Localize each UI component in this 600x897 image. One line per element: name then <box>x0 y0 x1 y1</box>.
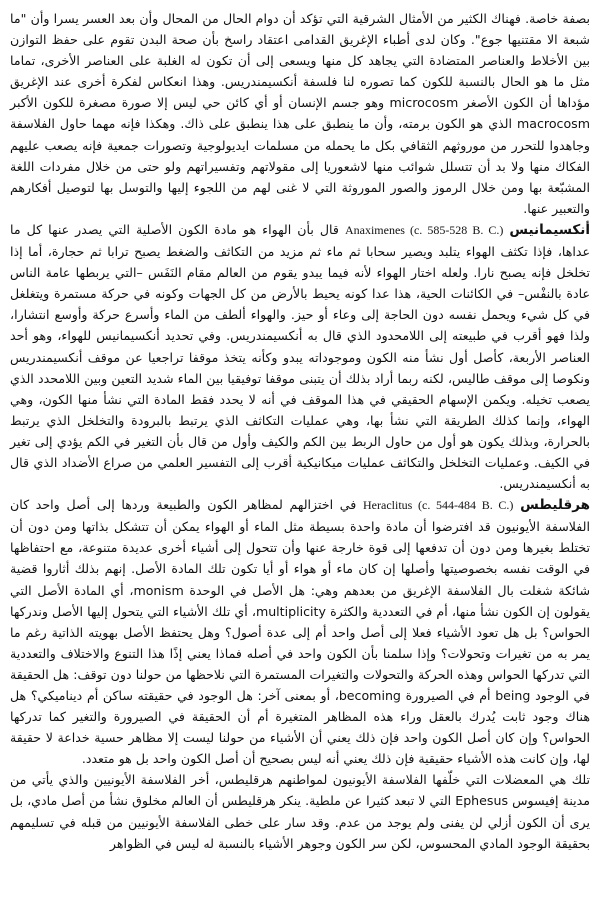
term-heraclitus: هرقليطس <box>520 497 590 514</box>
paragraph-intro <box>10 8 590 219</box>
paragraph-heraclitus <box>10 494 590 769</box>
term-anaximenes: أنكسيمانيس <box>509 221 590 238</box>
paragraph-heraclitus-continued-text: تلك هي المعضلات التي خلّفها الفلاسفة الأيونيون لمواطنهم هرقليطس، أخر الفلاسفة الأيونيين والذي يأتي من مدينة إفيسوس Ephesus التي لا تبعد كثيرا عن ملطية. ينكر هرقليطس أن العالم مخلوق نشأ من أصل مادي، بل يرى أن الكون أزلي لن يفنى ولم يوجد من عدم. وقد سار على خطى الفلاسفة الأيونيين من قبله في تسليمهم بحقيقة الوجود المادي المحسوس، لكن سر الكون وجوهر الأشياء بالنسبة له ليس في الظواهر <box>10 772 590 851</box>
paragraph-heraclitus-text: في اختزالهم لمظاهر الكون والطبيعة وردها إلى أصل واحد كان الفلاسفة الأيونيون قد افترضوا أن مادة واحدة بسيطة مثل الماء أو الهواء يمكن أن تتشكل بذاتها ومن دون أن تختلط بغيرها ومن دون أن تدفعها إلى قوة خارجة عنها وأن تتحول إلى أشياء أخرى عديدة متنوعة، مع احتفاظها في الوقت نفسه بخصوصيتها وأصلها إن كان ماء أو هواء أو أيا تكون تلك المادة الأصل. إنهم بذلك أثاروا قضية شائكة شغلت بال الفلاسفة الإغريق من بعدهم وهي: هل الأصل في الوحدة monism، أي المادة الأصل التي يقولون إن الكون نشأ منها، أم في التعددية والكثرة multiplicity، أي تلك الأشياء التي يتحول إليها الأصل وندركها الحواس؟ بل هل تعود الأشياء فعلا إلى أصل واحد أم إلى عدة أصول؟ وهل يحتفظ الأصل بهويته الذاتية رغم ما يمر به من تغيرات وتحولات؟ وإذا سلمنا بأن الكون واحد في أصله فماذا يعني إذًا هذا التنوع والاختلاف والتعددية التي تدركها الحواس وهذه الحركة والتحولات والتغيرات المستمرة التي نلاحظها من حولنا دون توقف: هل الحقيقة في الوجود being أم في الصيرورة becoming، أو بمعنى آخر: هل الوجود في حقيقته ساكن أم ديناميكي؟ هل هناك وجود ثابت يُدرك بالعقل وراء هذه المظاهر المتغيرة أم أن الحقيقة في الصيرورة والتغير كما تدركها الحواس؟ وإن كان أصل الكون واحد فإن ذلك يعني أن الأشياء من حولنا ليست إلا مظاهر حسية خداعة لا حقيقة لها، وإن كانت هذه الأشياء حقيقية فإن ذلك يعني أنه ليس بصحيح أن أصل الكون واحد بل هو متعدد. <box>10 497 590 767</box>
latin-anaximenes: Anaximenes (c. 585-528 B. C.) <box>344 222 504 237</box>
latin-heraclitus: Heraclitus (c. 544-484 B. C.) <box>363 498 514 513</box>
paragraph-intro-text: بصفة خاصة. فهناك الكثير من الأمثال الشرقية التي تؤكد أن دوام الحال من المحال وأن بعد العسر يسرا وأن "ما شبعة الا مقتنيها جوع". وكان لدى أطباء الإغريق القدامى اعتقاد راسخ بأن صحة البدن تقوم على حفظ التوازن بين الأخلاط والعناصر المتضادة التي يجاهد كل منها ويسعى إلى أن تكون له الغلبة على العناصر الأخرى، تماما مثل ما هو الحال بالنسبة للكون كما تصوره لنا فلسفة أنكسيمندريس. وهذا انعكاس لفكرة أخرى عند الإغريق مؤداها أن الكون الأصغر microcosm وهو جسم الإنسان أو أي كائن حي ليس إلا صورة مصغرة للكون الأكبر macrocosm الذي هو الكون برمته، وأن ما ينطبق على هذا ينطبق على ذاك. وهكذا فإنه مهما حاول الفلاسفة وجاهدوا للتحرر من موروثهم الثقافي بكل ما يحمله من مسلمات ايديولوجية وتصورات جمعية فإنه يصعب عليهم الفكاك منها ولا بد أن تتسلل شوائب منها لاشعوريا إلى مقولاتهم وتفسيراتهم ولو حتى من خلال مفردات اللغة المشبّعة بها ومن خلال الرموز والصور الموروثة التي لا غنى لهم من اللجوء إليها والتوسل بها لتوصيل أفكارهم والتعبير عنها. <box>10 11 590 216</box>
paragraph-anaximenes-text: قال بأن الهواء هو مادة الكون الأصلية التي يصدر عنها كل ما عداها، فإذا تكثف الهواء يتلبد ويصير سحابا ثم ماء ثم مزيد من التكاثف والضغط يصبح ترابا ثم حجارة، أما إذا تخلخل فإنه يصبح نارا. ولعله اختار الهواء لأنه فيما يبدو يقوم من العالم مقام النَفَس –التي يربطها عامة الناس عادة بالنفْس– في الكائنات الحية، هذا عدا كونه يحيط بالأرض من كل الجهات وكونه في حركة مستمرة ويتغلغل في كل شيء ويحمل نفسه دون الحاجة إلى وعاء أو حيز. والهواء ألطف من الماء وأسرع حركة وأوسع انتشارا، ولذا فهو أقرب في طبيعته إلى اللامحدود الذي قال به أنكسيمندريس. وفي تحديد أنكسيمانيس للهواء، وهو أحد العناصر الأربعة، كأصل أول نشأ منه الكون وموجوداته يبدو وكأنه يتخذ موقفا تراجعيا عن موقف أنكسيمندريس ونكوصا إلى موقف طاليس، لكنه ربما أراد بذلك أن يتبنى موقفا توفيقيا بين الماء شديد التعين وبين اللامحدد الذي يصعب تخيله. ويكمن الإسهام الحقيقي في هذا الموقف في أنه لا يحدد فقط المادة التي نشأ منها الكون، وهي الهواء، وإنما كذلك الطريقة التي نشأ بها، وهي عمليات التكاثف الذي يرتبط بالبرودة والتخلخل الذي يرتبط بالحرارة، وبذلك يكون هو أول من حاول الربط بين الكم والكيف وأول من قال بأن التغير في الكم يؤدي إلى تغير في الكيف. وعمليات التخلخل والتكاثف عمليات ميكانيكية أقرب إلى التفسير العلمي من صراع الأضداد الذي قال به أنكسيمندريس. <box>10 221 590 492</box>
paragraph-anaximenes <box>10 219 590 494</box>
paragraph-heraclitus-continued <box>10 769 590 853</box>
